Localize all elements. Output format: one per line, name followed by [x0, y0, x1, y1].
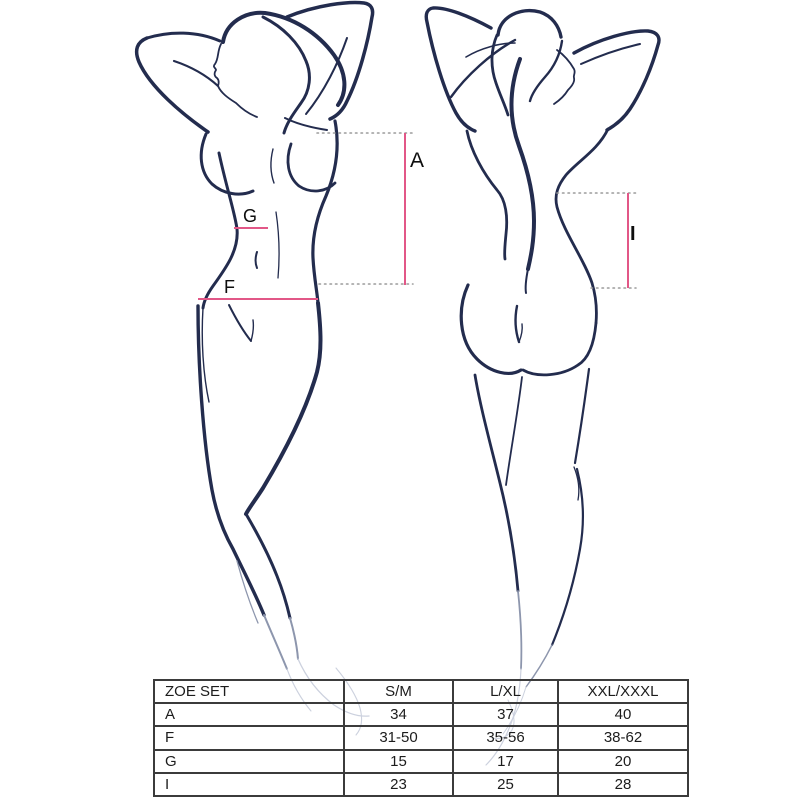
measurement-label-i: I: [630, 223, 637, 245]
size-table-row-g: [154, 750, 688, 773]
back-left-arm-outer-line: [426, 8, 491, 131]
size-table-header-cell-sm: S/M: [344, 680, 453, 703]
front-hair-outer-line: [223, 13, 344, 105]
front-shin-fade-line: [290, 618, 298, 659]
value-cell: 17: [453, 750, 558, 773]
row-label-cell: I: [154, 773, 344, 796]
size-table-title-cell: ZOE SET: [154, 680, 344, 703]
value-cell: 25: [453, 773, 558, 796]
front-hair-inner-line: [263, 17, 309, 133]
front-left-forearm-inner-line: [174, 61, 218, 86]
back-right-torso-line: [556, 129, 608, 323]
front-left-forearm-line: [147, 33, 220, 41]
row-label-cell: G: [154, 750, 344, 773]
back-ponytail-line: [512, 59, 534, 269]
value-cell: 38-62: [558, 726, 688, 749]
size-table-row-f: [154, 726, 688, 749]
faded-leg-strokes: [237, 561, 552, 687]
value-cell: 35-56: [453, 726, 558, 749]
front-calf-fade-line: [264, 615, 287, 669]
back-hair-left-line: [492, 35, 508, 115]
back-right-arm-inner-line: [581, 44, 640, 64]
back-crack-branch-line: [519, 324, 522, 342]
front-figure-art: [137, 3, 373, 618]
size-table-header-cell-lxl: L/XL: [453, 680, 558, 703]
front-left-hip-line: [202, 308, 209, 402]
measurement-label-g: G: [243, 206, 258, 226]
back-right-arm-outer-line: [574, 31, 659, 130]
value-cell: 34: [344, 703, 453, 726]
front-left-arm-outer-line: [137, 38, 208, 132]
size-table-row-i: [154, 773, 688, 796]
front-sternum-line: [271, 149, 274, 183]
back-right-leg-line: [575, 369, 589, 463]
front-right-arm-outer-line: [287, 3, 373, 119]
back-left-torso-line: [467, 131, 507, 259]
back-crack-line: [516, 306, 519, 342]
back-left-shin-fade-line: [518, 591, 521, 669]
row-label-cell: A: [154, 703, 344, 726]
size-table: [153, 679, 689, 797]
back-ponytail-tip-line: [526, 269, 528, 293]
value-cell: 20: [558, 750, 688, 773]
front-left-thigh-line: [198, 306, 264, 615]
front-crotch-branch-line: [251, 320, 253, 341]
back-figure-art: [426, 8, 659, 645]
front-shin-line: [246, 514, 290, 618]
back-left-leg-line: [475, 375, 518, 591]
value-cell: 31-50: [344, 726, 453, 749]
value-cell: 37: [453, 703, 558, 726]
back-left-leg-inner-line: [506, 377, 522, 485]
measurement-label-a: A: [410, 149, 425, 172]
value-cell: 40: [558, 703, 688, 726]
back-hair-top-line: [498, 11, 561, 37]
value-cell: 15: [344, 750, 453, 773]
front-face-profile-line: [214, 44, 257, 117]
back-left-hip-line: [461, 285, 521, 373]
size-table-header-row: [154, 680, 688, 703]
size-table-header-cell-xxl: XXL/XXXL: [558, 680, 688, 703]
front-oblique-line: [276, 212, 279, 278]
value-cell: 28: [558, 773, 688, 796]
front-right-waist-line: [313, 121, 337, 303]
front-crotch-line: [229, 305, 251, 341]
size-table-row-a: [154, 703, 688, 726]
front-right-breast-line: [288, 144, 335, 191]
value-cell: 23: [344, 773, 453, 796]
back-right-buttock-line: [523, 323, 596, 375]
measurement-label-f: F: [224, 277, 236, 297]
row-label-cell: F: [154, 726, 344, 749]
front-right-shoulder-line: [285, 118, 327, 130]
front-navel-line: [256, 252, 258, 268]
front-crossing-thigh-line: [246, 303, 321, 514]
